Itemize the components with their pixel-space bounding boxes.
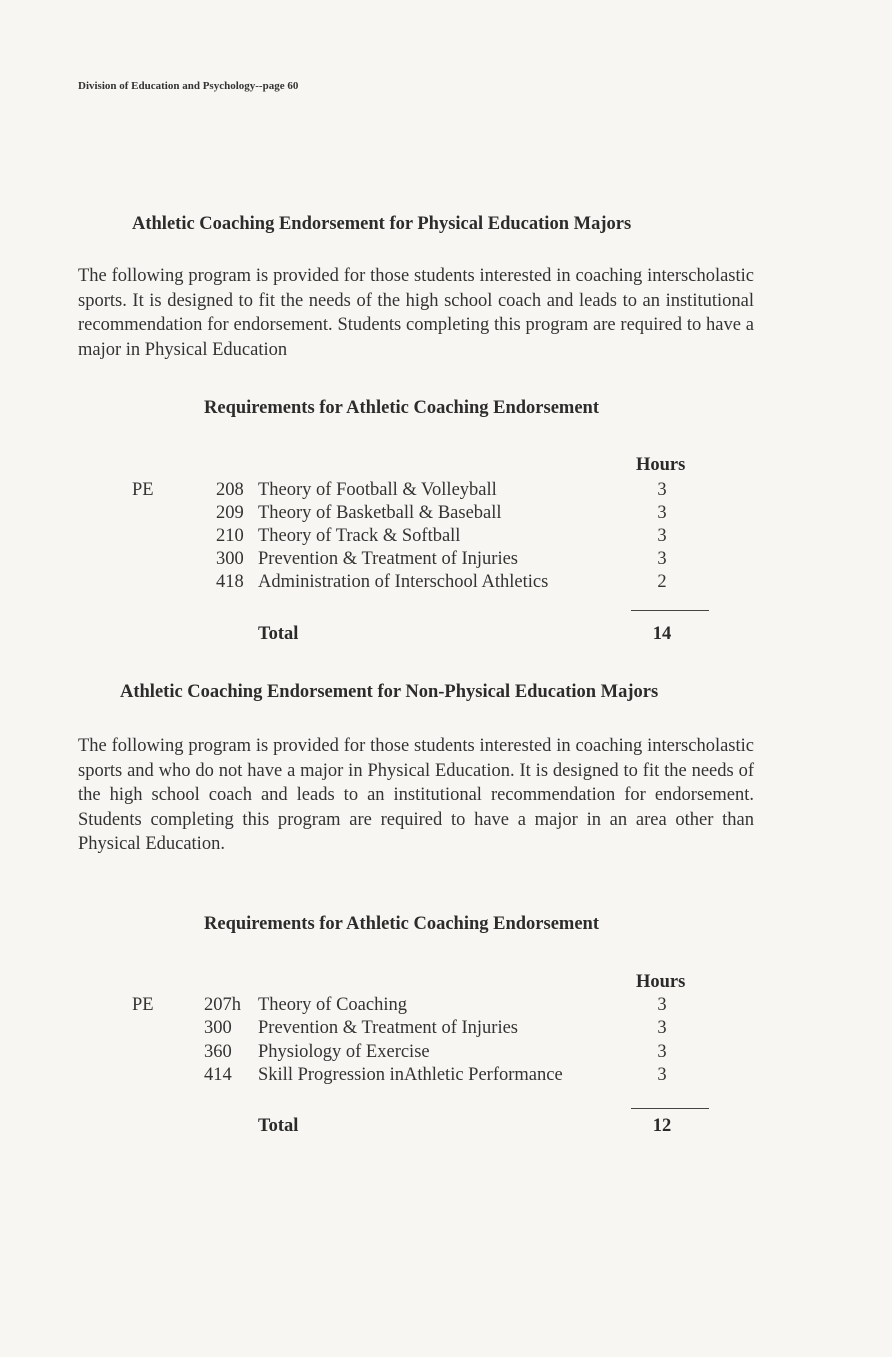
- total-rule: [631, 610, 709, 611]
- course-title: Theory of Track & Softball: [258, 526, 461, 546]
- dept-code: PE: [132, 480, 154, 500]
- section1-hours-header: Hours: [636, 455, 686, 475]
- section1-paragraph: The following program is provided for those students interested in coaching interscholastic sports. It is designed to fit the needs of the high school coach and leads to an institutional recommendation for endorsement. Students completing this program are required to have a major in Physical Education: [78, 266, 754, 360]
- table-row: [0, 1065, 892, 1089]
- section2-table-heading: Requirements for Athletic Coaching Endorsement: [204, 914, 599, 934]
- course-hours: 3: [657, 1042, 667, 1062]
- course-number: 300: [204, 1018, 232, 1038]
- course-hours: 3: [657, 1018, 667, 1038]
- course-number: 300: [216, 549, 244, 569]
- course-title: Prevention & Treatment of Injuries: [258, 1018, 518, 1038]
- course-hours: 3: [657, 526, 667, 546]
- course-title: Administration of Interschool Athletics: [258, 572, 549, 592]
- course-number: 414: [204, 1065, 232, 1085]
- total-value: 14: [652, 624, 672, 644]
- table-row: [0, 1018, 892, 1042]
- course-number: 207h: [204, 995, 241, 1015]
- course-hours: 3: [657, 995, 667, 1015]
- total-value: 12: [652, 1116, 672, 1136]
- course-number: 208: [216, 480, 244, 500]
- table-row: [0, 995, 892, 1019]
- table-row: [0, 526, 892, 550]
- course-title: Theory of Football & Volleyball: [258, 480, 497, 500]
- course-title: Skill Progression inAthletic Performance: [258, 1065, 563, 1085]
- dept-code: PE: [132, 995, 154, 1015]
- course-hours: 2: [657, 572, 667, 592]
- course-hours: 3: [657, 503, 667, 523]
- section2-heading: Athletic Coaching Endorsement for Non-Physical Education Majors: [120, 682, 659, 702]
- course-number: 209: [216, 503, 244, 523]
- table-row: [0, 572, 892, 596]
- course-number: 210: [216, 526, 244, 546]
- course-number: 418: [216, 572, 244, 592]
- table-row: [0, 1042, 892, 1066]
- table-row: [0, 503, 892, 527]
- total-label: Total: [258, 624, 299, 644]
- course-title: Theory of Coaching: [258, 995, 407, 1015]
- section2-hours-header: Hours: [636, 972, 686, 992]
- table-row: [0, 480, 892, 504]
- course-title: Theory of Basketball & Baseball: [258, 503, 502, 523]
- table-row: [0, 549, 892, 573]
- course-hours: 3: [657, 480, 667, 500]
- total-label: Total: [258, 1116, 299, 1136]
- section1-heading: Athletic Coaching Endorsement for Physical Education Majors: [132, 214, 632, 234]
- course-title: Prevention & Treatment of Injuries: [258, 549, 518, 569]
- course-title: Physiology of Exercise: [258, 1042, 430, 1062]
- section2-paragraph: The following program is provided for those students interested in coaching interscholastic sports and who do not have a major in Physical Education. It is designed to fit the needs of the high school coach and leads to an institutional recommendation for endorsement. Students completing this program are required to have a major in an area other than Physical Education.: [78, 736, 754, 855]
- total-rule: [631, 1108, 709, 1109]
- course-hours: 3: [657, 1065, 667, 1085]
- course-hours: 3: [657, 549, 667, 569]
- course-number: 360: [204, 1042, 232, 1062]
- running-head: Division of Education and Psychology--page 60: [78, 80, 299, 92]
- section1-table-heading: Requirements for Athletic Coaching Endorsement: [204, 398, 599, 418]
